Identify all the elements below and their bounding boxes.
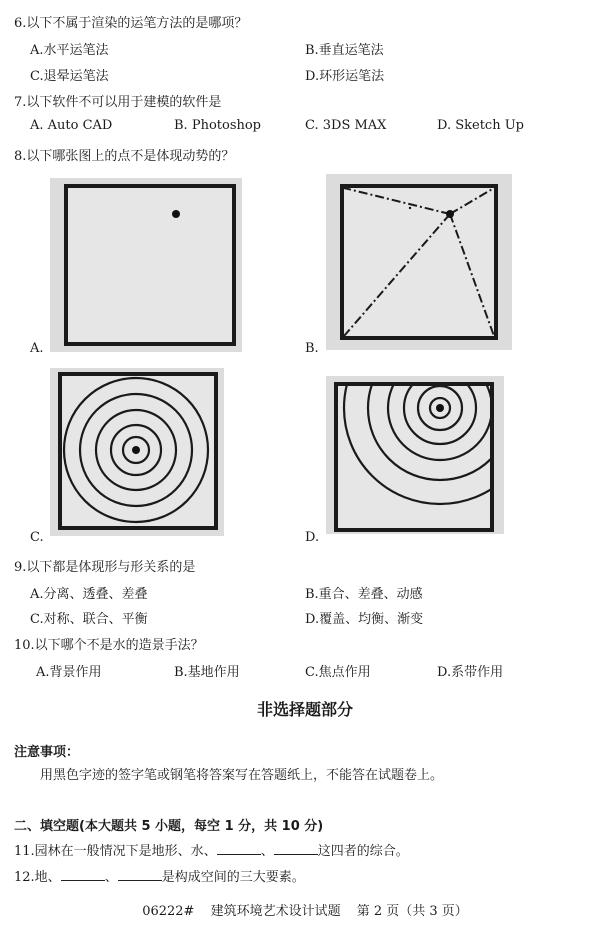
q9-option-a: A.分离、透叠、差叠 <box>30 587 148 602</box>
q12-separator: 、 <box>104 870 118 885</box>
figure-a <box>50 178 242 352</box>
figure-a-label: A. <box>30 341 44 356</box>
section-title: 非选择题部分 <box>256 700 353 719</box>
q12-blank-2[interactable] <box>118 869 162 881</box>
q8-stem: 8.以下哪张图上的点不是体现动势的？ <box>14 149 235 164</box>
q11 <box>14 840 409 859</box>
q12 <box>14 866 305 885</box>
figure-b <box>326 174 512 350</box>
q7-option-a: A. Auto CAD <box>30 118 113 133</box>
q7-stem: 7.以下软件不可以用于建模的软件是 <box>14 95 222 110</box>
figure-d <box>326 376 504 534</box>
footer-code: 06222# <box>142 904 195 919</box>
notice-text: 用黑色字迹的签字笔或钢笔将答案写在答题纸上，不能答在试题卷上。 <box>40 768 444 783</box>
q9-option-c: C.对称、联合、平衡 <box>30 612 148 627</box>
q10-option-a: A.背景作用 <box>36 665 102 680</box>
figure-d-label: D. <box>305 530 320 545</box>
q7-option-b: B. Photoshop <box>174 118 262 133</box>
q9-option-d: D.覆盖、均衡、渐变 <box>305 612 424 627</box>
q9-stem: 9.以下都是体现形与形关系的是 <box>14 560 196 575</box>
q6-option-d: D.环形运笔法 <box>305 69 385 84</box>
q12-suffix: 是构成空间的三大要素。 <box>161 870 305 885</box>
q6-stem: 6.以下不属于渲染的运笔方法的是哪项？ <box>14 16 248 31</box>
part2-title: 二、填空题(本大题共 5 小题，每空 1 分，共 10 分) <box>14 819 324 834</box>
q10-option-d: D.系带作用 <box>437 665 504 680</box>
q11-separator: 、 <box>260 844 274 859</box>
q6-option-b: B.垂直运笔法 <box>305 43 384 58</box>
q11-blank-2[interactable] <box>274 843 318 855</box>
q6-option-a: A.水平运笔法 <box>30 43 109 58</box>
q12-prefix: 12.地、 <box>14 870 61 885</box>
q6-option-c: C.退晕运笔法 <box>30 69 109 84</box>
q9-option-b: B.重合、差叠、动感 <box>305 587 423 602</box>
q11-suffix: 这四者的综合。 <box>317 844 409 859</box>
page-footer <box>0 900 610 919</box>
q10-option-b: B.基地作用 <box>174 665 240 680</box>
figure-c <box>50 368 224 536</box>
figure-c-label: C. <box>30 530 44 545</box>
q10-option-c: C.焦点作用 <box>305 665 371 680</box>
q10-stem: 10.以下哪个不是水的造景手法？ <box>14 638 204 653</box>
q11-prefix: 11.园林在一般情况下是地形、水、 <box>14 844 217 859</box>
figure-b-label: B. <box>305 341 319 356</box>
q12-blank-1[interactable] <box>61 869 105 881</box>
q7-option-c: C. 3DS MAX <box>305 118 387 133</box>
footer-subject: 建筑环境艺术设计试题 <box>210 904 341 919</box>
notice-title: 注意事项： <box>14 745 80 760</box>
q11-blank-1[interactable] <box>217 843 261 855</box>
footer-page: 第 2 页（共 3 页） <box>356 904 468 919</box>
q7-option-d: D. Sketch Up <box>437 118 524 133</box>
